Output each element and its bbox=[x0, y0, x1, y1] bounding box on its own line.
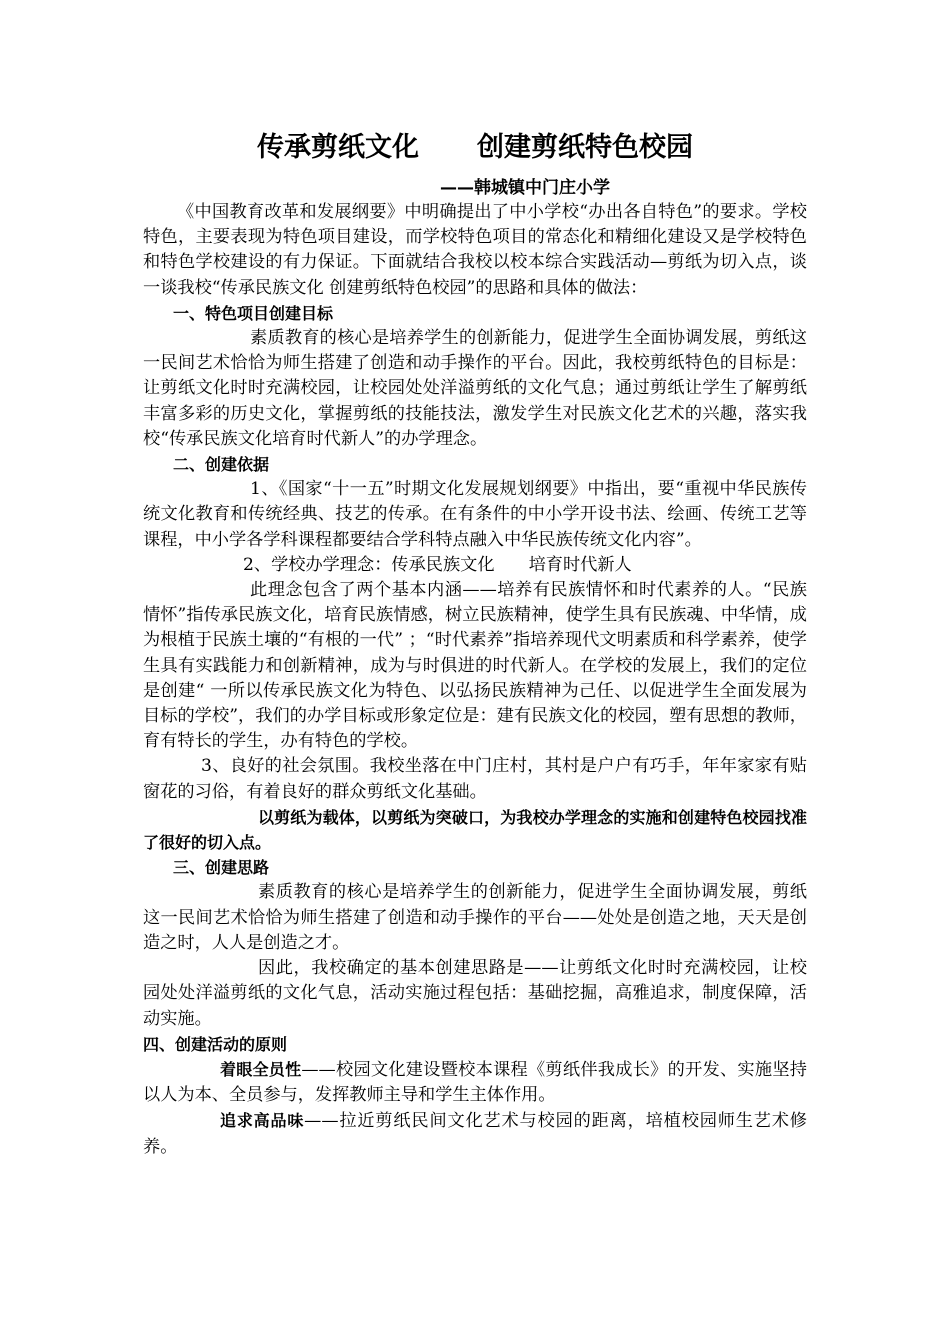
section-2-heading: 二、创建依据 bbox=[173, 455, 270, 475]
section-2-item-1: 1、《国家“十一五”时期文化发展规划纲要》中指出，要“重视中华民族传统文化教育和传统经典、技艺的传承。在有条件的中小学开设书法、绘画、传统工艺等课程，中小学各学科课程都要结合学科特点融入中华民族传统文化内容”。 bbox=[143, 479, 807, 550]
section-3-heading: 三、创建思路 bbox=[173, 858, 270, 878]
section-2-item-2-paragraph: 此理念包含了两个基本内涵——培养有民族情怀和时代素养的人。“民族情怀”指传承民族文化，培育民族情感，树立民族精神，使学生具有民族魂、中华情，成为根植于民族土壤的“有根的一代” ；“时代素养”指培养现代文明素质和科学素养，使学生具有实践能力和创新精神，成为与时俱进的时代新人。在学校的发展上，我们的定位是创建“ 一所以传承民族文化为特色、以弘扬民族精神为己任、以促进学生全面发展为目标的学校”，我们的办学目标或形象定位是：建有民族文化的校园，塑有思想的教师，育有特长的学生，办有特色的学校。 bbox=[143, 580, 807, 752]
section-3-paragraph-2: 因此，我校确定的基本创建思路是——让剪纸文化时时充满校园，让校园处处洋溢剪纸的文化气息，活动实施过程包括：基础挖掘，高雅追求，制度保障，活动实施。 bbox=[143, 958, 807, 1029]
section-4-principle-2 bbox=[143, 1108, 807, 1159]
section-4-principle-1 bbox=[143, 1057, 807, 1108]
section-1-paragraph: 素质教育的核心是培养学生的创新能力，促进学生全面协调发展，剪纸这一民间艺术恰恰为师生搭建了创造和动手操作的平台。因此，我校剪纸特色的目标是：让剪纸文化时时充满校园，让校园处处洋溢剪纸的文化气息；通过剪纸让学生了解剪纸丰富多彩的历史文化，掌握剪纸的技能技法，激发学生对民族文化艺术的兴趣，落实我校“传承民族文化培育时代新人”的办学理念。 bbox=[143, 328, 807, 449]
document-title bbox=[0, 130, 950, 166]
principle-1-text: ——校园文化建设暨校本课程《剪纸伴我成长》的开发、实施坚持以人为本、全员参与，发挥教师主导和学生主体作用。 bbox=[143, 1059, 807, 1106]
section-2-item-3: 3、良好的社会氛围。我校坐落在中门庄村，其村是户户有巧手，年年家家有贴窗花的习俗，有着良好的群众剪纸文化基础。 bbox=[143, 756, 807, 802]
principle-2-text: ——拉近剪纸民间文化艺术与校园的距离，培植校园师生艺术修养。 bbox=[143, 1111, 807, 1157]
section-1-heading: 一、特色项目创建目标 bbox=[173, 303, 334, 323]
item-2-label: 2、学校办学理念：传承民族文化 bbox=[243, 554, 495, 575]
principle-2-keyword: 追求高品味 bbox=[220, 1111, 305, 1131]
section-2-item-2 bbox=[143, 553, 807, 578]
document-subtitle: ——韩城镇中门庄小学 bbox=[440, 178, 610, 198]
title-part-2: 创建剪纸特色校园 bbox=[477, 132, 693, 163]
section-2-conclusion: 以剪纸为载体，以剪纸为突破口，为我校办学理念的实施和创建特色校园找准了很好的切入点。 bbox=[143, 807, 807, 853]
intro-paragraph: 《中国教育改革和发展纲要》中明确提出了中小学校“办出各自特色”的要求。学校特色，主要表现为特色项目建设，而学校特色项目的常态化和精细化建设又是学校特色和特色学校建设的有力保证。下面就结合我校以校本综合实践活动—剪纸为切入点，谈一谈我校“传承民族文化 创建剪纸特色校园”的思路和具体的做法： bbox=[143, 202, 807, 298]
section-3-paragraph-1: 素质教育的核心是培养学生的创新能力，促进学生全面协调发展，剪纸这一民间艺术恰恰为师生搭建了创造和动手操作的平台——处处是创造之地，天天是创造之时，人人是创造之才。 bbox=[143, 882, 807, 953]
section-4-heading: 四、创建活动的原则 bbox=[143, 1034, 288, 1054]
document-body bbox=[143, 200, 807, 1160]
principle-1-keyword: 着眼全员性 bbox=[220, 1059, 302, 1079]
title-part-1: 传承剪纸文化 bbox=[257, 132, 419, 163]
item-2-value: 培育时代新人 bbox=[528, 554, 632, 575]
